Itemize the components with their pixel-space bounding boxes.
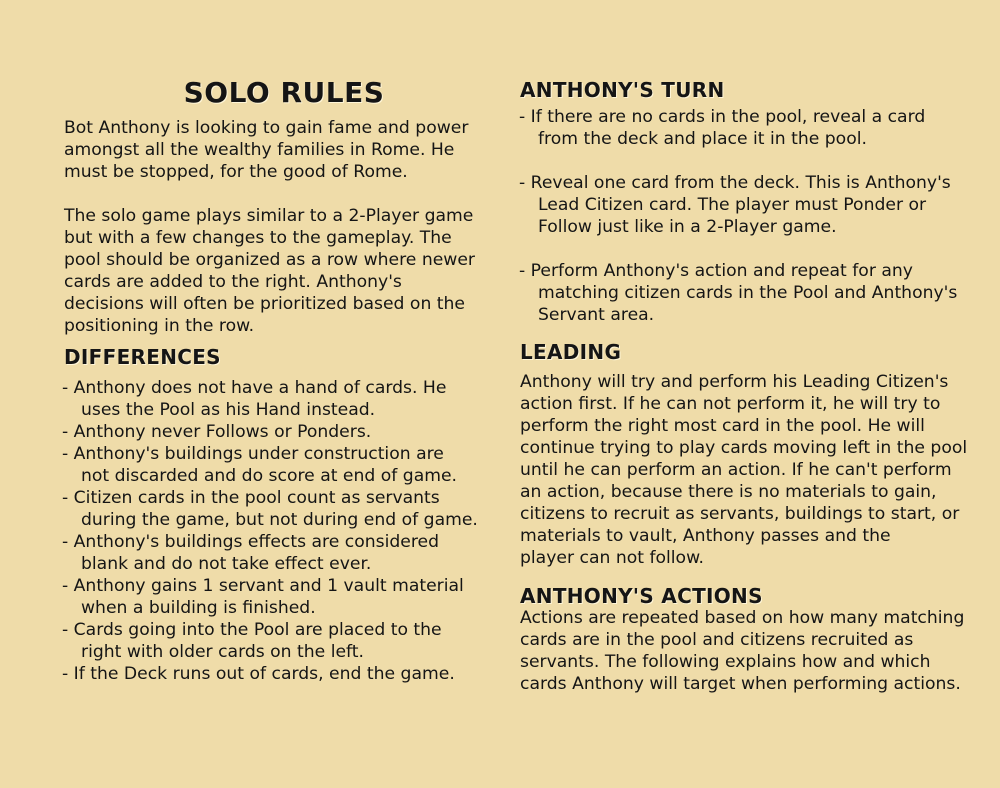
- list-item: [519, 260, 957, 326]
- intro-paragraph: [64, 117, 468, 183]
- list-item: [62, 443, 478, 487]
- anthonys-turn-heading: ANTHONY'S TURN: [520, 78, 725, 102]
- item-text: - Anthony never Follows or Ponders.: [62, 422, 372, 442]
- setup-line: decisions will often be prioritized based on the: [64, 294, 466, 314]
- list-item: [62, 421, 478, 443]
- item-continuation: Servant area.: [538, 305, 655, 325]
- item-continuation: matching citizen cards in the Pool and Anthony's: [538, 283, 958, 303]
- list-item: [62, 531, 478, 575]
- anthonys-actions-heading: ANTHONY'S ACTIONS: [520, 584, 763, 608]
- list-item: [62, 663, 478, 685]
- item-text: - Anthony's buildings under construction are: [62, 444, 444, 464]
- setup-line: but with a few changes to the gameplay. The: [64, 228, 452, 248]
- list-item: [62, 377, 478, 421]
- item-text: - Anthony gains 1 servant and 1 vault material: [62, 576, 464, 596]
- item-continuation: Follow just like in a 2-Player game.: [538, 217, 837, 237]
- actions-line: cards Anthony will target when performing actions.: [520, 674, 961, 694]
- setup-line: pool should be organized as a row where newer: [64, 250, 475, 270]
- item-text: - Reveal one card from the deck. This is Anthony's: [519, 173, 951, 193]
- leading-line: materials to vault, Anthony passes and the: [520, 526, 891, 546]
- actions-line: servants. The following explains how and which: [520, 652, 931, 672]
- item-text: - If there are no cards in the pool, reveal a card: [519, 107, 926, 127]
- item-text: - Anthony does not have a hand of cards. He: [62, 378, 447, 398]
- list-item: [519, 172, 957, 238]
- setup-line: positioning in the row.: [64, 316, 255, 336]
- anthonys-turn-list: [519, 106, 957, 326]
- item-continuation: during the game, but not during end of game.: [81, 510, 478, 530]
- item-continuation: when a building is finished.: [81, 598, 316, 618]
- leading-line: perform the right most card in the pool. He will: [520, 416, 925, 436]
- item-continuation: right with older cards on the left.: [81, 642, 364, 662]
- leading-line: Anthony will try and perform his Leading Citizen's: [520, 372, 949, 392]
- leading-line: an action, because there is no materials to gain,: [520, 482, 937, 502]
- list-item: [62, 487, 478, 531]
- item-continuation: from the deck and place it in the pool.: [538, 129, 867, 149]
- list-item: [519, 106, 957, 150]
- list-item: [62, 575, 478, 619]
- anthonys-actions-paragraph: [520, 607, 964, 695]
- leading-line: action first. If he can not perform it, he will try to: [520, 394, 941, 414]
- intro-line: amongst all the wealthy families in Rome. He: [64, 140, 455, 160]
- leading-line: citizens to recruit as servants, buildings to start, or: [520, 504, 960, 524]
- leading-paragraph: [520, 371, 967, 569]
- intro-line: Bot Anthony is looking to gain fame and power: [64, 118, 469, 138]
- setup-paragraph: [64, 205, 475, 337]
- actions-line: Actions are repeated based on how many matching: [520, 608, 965, 628]
- leading-line: continue trying to play cards moving left in the pool: [520, 438, 968, 458]
- item-text: - Perform Anthony's action and repeat for any: [519, 261, 913, 281]
- leading-heading: LEADING: [520, 340, 622, 364]
- item-text: - Anthony's buildings effects are considered: [62, 532, 440, 552]
- item-continuation: blank and do not take effect ever.: [81, 554, 372, 574]
- item-continuation: not discarded and do score at end of game.: [81, 466, 458, 486]
- solo-rules-title: SOLO RULES: [183, 76, 385, 109]
- actions-line: cards are in the pool and citizens recruited as: [520, 630, 914, 650]
- setup-line: cards are added to the right. Anthony's: [64, 272, 402, 292]
- differences-list: [62, 377, 478, 685]
- leading-line: player can not follow.: [520, 548, 705, 568]
- setup-line: The solo game plays similar to a 2-Player game: [64, 206, 474, 226]
- intro-line: must be stopped, for the good of Rome.: [64, 162, 408, 182]
- item-text: - If the Deck runs out of cards, end the game.: [62, 664, 455, 684]
- item-continuation: Lead Citizen card. The player must Ponder or: [538, 195, 927, 215]
- item-text: - Cards going into the Pool are placed to the: [62, 620, 442, 640]
- list-item: [62, 619, 478, 663]
- item-continuation: uses the Pool as his Hand instead.: [81, 400, 376, 420]
- item-text: - Citizen cards in the pool count as servants: [62, 488, 440, 508]
- differences-heading: DIFFERENCES: [64, 345, 221, 369]
- leading-line: until he can perform an action. If he can't perform: [520, 460, 952, 480]
